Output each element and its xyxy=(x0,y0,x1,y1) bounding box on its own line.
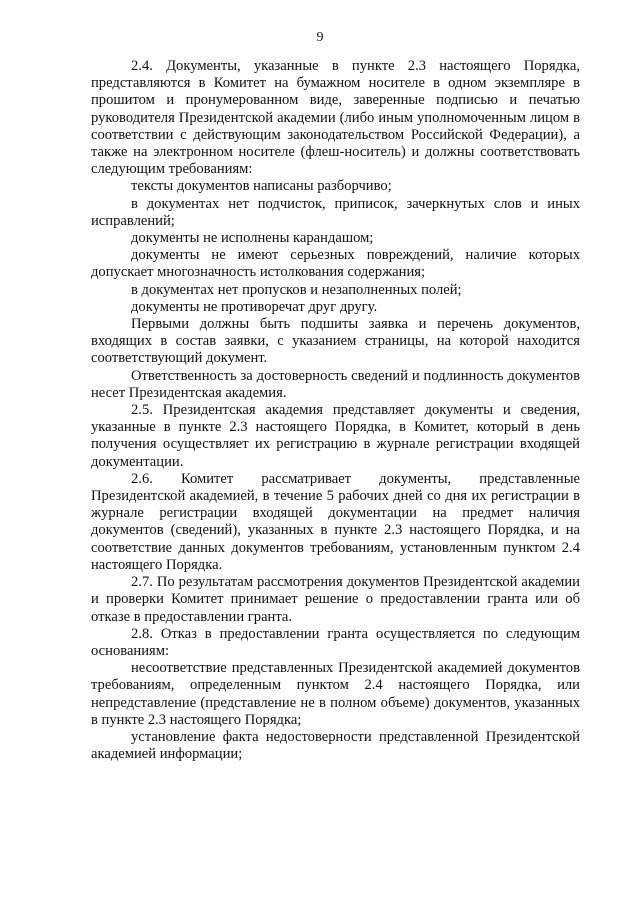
paragraph-2-7: 2.7. По результатам рассмотрения документов Президентской академии и проверки Комитет принимает решение о предоставлении гранта или об отказе в предоставлении гранта. xyxy=(91,574,580,625)
requirement-item: в документах нет подчисток, приписок, зачеркнутых слов и иных исправлений; xyxy=(91,195,580,229)
refusal-ground-item: несоответствие представленных Президентской академией документов требованиям, определенным пунктом 2.4 настоящего Порядка, или непредставление (представление не в полном объеме) документов, указанных в пункте 2.3 настоящего Порядка; xyxy=(91,660,580,728)
requirement-item: документы не противоречат друг другу. xyxy=(131,298,378,315)
paragraph-2-4: 2.4. Документы, указанные в пункте 2.3 настоящего Порядка, представляются в Комитет на бумажном носителе в одном экземпляре в прошитом и пронумерованном виде, заверенные подписью и печатью руководителя Президентской академии (либо иным уполномоченным лицом в соответствии с действующим законодательством Российской Федерации), а также на электронном носителе (флеш-носитель) и должны соответствовать следующим требованиям: xyxy=(91,58,580,178)
requirement-item: тексты документов написаны разборчиво; xyxy=(131,178,392,195)
requirement-item: документы не имеют серьезных повреждений, наличие которых допускает многозначность истолкования содержания; xyxy=(91,247,580,281)
page-number: 9 xyxy=(316,30,324,45)
paragraph-responsibility: Ответственность за достоверность сведений и подлинность документов несет Президентская академия. xyxy=(91,367,580,401)
paragraph-binding-order: Первыми должны быть подшиты заявка и перечень документов, входящих в состав заявки, с указанием страницы, на которой находится соответствующий документ. xyxy=(91,316,580,367)
document-body xyxy=(91,58,580,763)
requirement-item: документы не исполнены карандашом; xyxy=(131,230,374,247)
paragraph-2-6: 2.6. Комитет рассматривает документы, представленные Президентской академией, в течение 5 рабочих дней со дня их регистрации в журнале регистрации входящей документации на предмет наличия документов (сведений), указанных в пункте 2.3 настоящего Порядка, и на соответствие данных документов требованиям, установленным пунктом 2.4 настоящего Порядка. xyxy=(91,470,580,573)
paragraph-2-5: 2.5. Президентская академия представляет документы и сведения, указанные в пункте 2.3 настоящего Порядка, в Комитет, который в день получения осуществляет их регистрацию в журнале регистрации входящей документации. xyxy=(91,402,580,470)
requirement-item: в документах нет пропусков и незаполненных полей; xyxy=(131,281,462,298)
paragraph-2-8: 2.8. Отказ в предоставлении гранта осуществляется по следующим основаниям: xyxy=(91,625,580,659)
refusal-ground-item: установление факта недостоверности представленной Президентской академией информации; xyxy=(91,728,580,763)
